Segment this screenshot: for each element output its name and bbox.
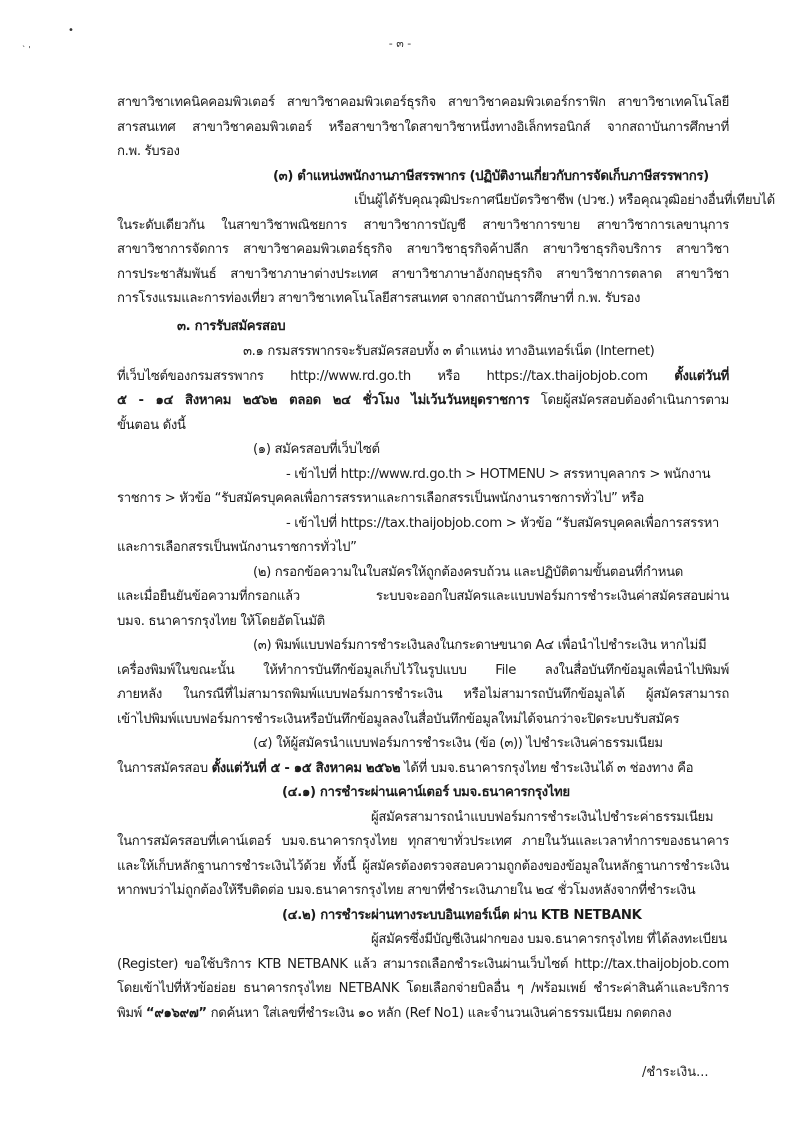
scan-speck: ` ' <box>22 45 31 54</box>
paragraph-line: ๕ - ๑๔ สิงหาคม ๒๕๖๒ ตลอด ๒๔ ชั่วโมง ไม่เว้นวันหยุดราชการ โดยผู้สมัครสอบต้องดำเนินการตาม <box>117 393 729 408</box>
paragraph-line: การประชาสัมพันธ์ สาขาวิชาภาษาต่างประเทศ สาขาวิชาภาษาอังกฤษธุรกิจ สาขาวิชาการตลาด สาขาวิชา <box>117 266 729 282</box>
paragraph-line: และการเลือกสรรเป็นพนักงานราชการทั่วไป” <box>117 540 357 555</box>
paragraph-line: เป็นผู้ได้รับคุณวุฒิประกาศนียบัตรวิชาชีพ (ปวช.) หรือคุณวุฒิอย่างอื่นที่เทียบได้ <box>354 193 775 208</box>
paragraph-line: ราชการ > หัวข้อ “รับสมัครบุคคลเพื่อการสรรหาและการเลือกสรรเป็นพนักงานราชการทั่วไป” หรือ <box>117 491 644 506</box>
paragraph-line: (๓) พิมพ์แบบฟอร์มการชำระเงินลงในกระดาษขนาด A๔ เพื่อนำไปชำระเงิน หากไม่มี <box>253 638 707 653</box>
page-number: - ๓ - <box>388 37 412 50</box>
paragraph-line: ขั้นตอน ดังนี้ <box>117 417 186 433</box>
paragraph-line: ในการสมัครสอบ ตั้งแต่วันที่ ๕ - ๑๕ สิงหาคม ๒๕๖๒ ได้ที่ บมจ.ธนาคารกรุงไทย ชำระเงินได้ ๓ ช่องทาง คือ <box>117 760 694 776</box>
paragraph-line: ๓.๑ กรมสรรพากรจะรับสมัครสอบทั้ง ๓ ตำแหน่ง ทางอินเทอร์เน็ต (Internet) <box>243 344 655 359</box>
paragraph-line: การโรงแรมและการท่องเที่ยว สาขาวิชาเทคโนโลยีสารสนเทศ จากสถาบันการศึกษาที่ ก.พ. รับรอง <box>117 291 641 306</box>
paragraph-line: ผู้สมัครซึ่งมีบัญชีเงินฝากของ บมจ.ธนาคารกรุงไทย ที่ได้ลงทะเบียน <box>371 932 727 947</box>
section-heading: ๓. การรับสมัครสอบ <box>177 319 286 334</box>
position-heading: (๓) ตำแหน่งพนักงานภาษีสรรพากร (ปฏิบัติงานเกี่ยวกับการจัดเก็บภาษีสรรพากร) <box>273 168 709 184</box>
subsection-heading: (๔.๑) การชำระผ่านเคาน์เตอร์ บมจ.ธนาคารกรุงไทย <box>282 785 570 800</box>
paragraph-line: ในระดับเดียวกัน ในสาขาวิชาพณิชยการ สาขาวิชาการบัญชี สาขาวิชาการขาย สาขาวิชาการเลขานุการ <box>117 217 729 233</box>
paragraph-line: โดยเข้าไปที่หัวข้อย่อย ธนาคารกรุงไทย NETBANK โดยเลือกจ่ายบิลอื่น ๆ /พร้อมเพย์ ชำระค่าสินค้าและบริการ <box>117 981 729 996</box>
paragraph-line: สารสนเทศ สาขาวิชาคอมพิวเตอร์ หรือสาขาวิชาใดสาขาวิชาหนึ่งทางอิเล็กทรอนิกส์ จากสถาบันการศึกษาที่ <box>117 119 729 135</box>
paragraph-line: (Register) ขอใช้บริการ KTB NETBANK แล้ว สามารถเลือกชำระเงินผ่านเว็บไซต์ http://tax.thaijobjob.com <box>117 956 729 972</box>
paragraph-line: สาขาวิชาเทคนิคคอมพิวเตอร์ สาขาวิชาคอมพิวเตอร์ธุรกิจ สาขาวิชาคอมพิวเตอร์กราฟิก สาขาวิชาเทคโนโลยี <box>117 95 729 110</box>
paragraph-line: (๔) ให้ผู้สมัครนำแบบฟอร์มการชำระเงิน (ข้อ (๓)) ไปชำระเงินค่าธรรมเนียม <box>253 736 663 751</box>
step-heading: (๑) สมัครสอบที่เว็บไซต์ <box>253 442 380 457</box>
paragraph-line: บมจ. ธนาคารกรุงไทย ให้โดยอัตโนมัติ <box>117 613 325 629</box>
paragraph-line: - เข้าไปที่ https://tax.thaijobjob.com > หัวข้อ “รับสมัครบุคคลเพื่อการสรรหา <box>286 515 719 531</box>
paragraph-line: พิมพ์ “๙๑๖๙๗” กดค้นหา ใส่เลขที่ชำระเงิน ๑๐ หลัก (Ref No1) และจำนวนเงินค่าธรรมเนียม กดตกลง <box>117 1005 672 1021</box>
paragraph-line: - เข้าไปที่ http://www.rd.go.th > HOTMENU > สรรหาบุคลากร > พนักงาน <box>286 466 711 482</box>
scan-speck: • <box>68 25 74 36</box>
paragraph-line: ภายหลัง ในกรณีที่ไม่สามารถพิมพ์แบบฟอร์มการชำระเงิน หรือไม่สามารถบันทึกข้อมูลได้ ผู้สมัครสามารถ <box>117 687 729 702</box>
subsection-heading: (๔.๒) การชำระผ่านทางระบบอินเทอร์เน็ต ผ่าน KTB NETBANK <box>282 907 642 923</box>
paragraph-line: เข้าไปพิมพ์แบบฟอร์มการชำระเงินหรือบันทึกข้อมูลลงในสื่อบันทึกข้อมูลใหม่ได้จนกว่าจะปิดระบบรับสมัคร <box>117 711 680 727</box>
paragraph-line: เครื่องพิมพ์ในขณะนั้น ให้ทำการบันทึกข้อมูลเก็บไว้ในรูปแบบ File ลงในสื่อบันทึกข้อมูลเพื่อนำไปพิมพ์ <box>117 662 729 678</box>
paragraph-line: และเมื่อยืนยันข้อความที่กรอกแล้ว ระบบจะออกใบสมัครและแบบฟอร์มการชำระเงินค่าสมัครสอบผ่าน <box>117 589 729 604</box>
paragraph-line: ก.พ. รับรอง <box>117 144 180 159</box>
paragraph-line: สาขาวิชาการจัดการ สาขาวิชาคอมพิวเตอร์ธุรกิจ สาขาวิชาธุรกิจค้าปลีก สาขาวิชาธุรกิจบริการ สาขาวิชา <box>117 242 729 257</box>
paragraph-line: (๒) กรอกข้อความในใบสมัครให้ถูกต้องครบถ้วน และปฏิบัติตามขั้นตอนที่กำหนด <box>253 564 683 580</box>
paragraph-line: ที่เว็บไซต์ของกรมสรรพากร http://www.rd.go.th หรือ https://tax.thaijobjob.com ตั้งแต่วันที่ <box>117 368 729 384</box>
paragraph-line: และให้เก็บหลักฐานการชำระเงินไว้ด้วย ทั้งนี้ ผู้สมัครต้องตรวจสอบความถูกต้องของข้อมูลในหลักฐานการชำระเงิน <box>117 858 729 874</box>
continuation-marker: /ชำระเงิน... <box>642 1065 709 1080</box>
paragraph-line: ในการสมัครสอบที่เคาน์เตอร์ บมจ.ธนาคารกรุงไทย ทุกสาขาทั่วประเทศ ภายในวันและเวลาทำการของธนาคาร <box>117 834 729 849</box>
paragraph-line: ผู้สมัครสามารถนำแบบฟอร์มการชำระเงินไปชำระค่าธรรมเนียม <box>371 809 714 825</box>
paragraph-line: หากพบว่าไม่ถูกต้องให้รีบติดต่อ บมจ.ธนาคารกรุงไทย สาขาที่ชำระเงินภายใน ๒๔ ชั่วโมงหลังจากที่ชำระเงิน <box>117 883 696 898</box>
